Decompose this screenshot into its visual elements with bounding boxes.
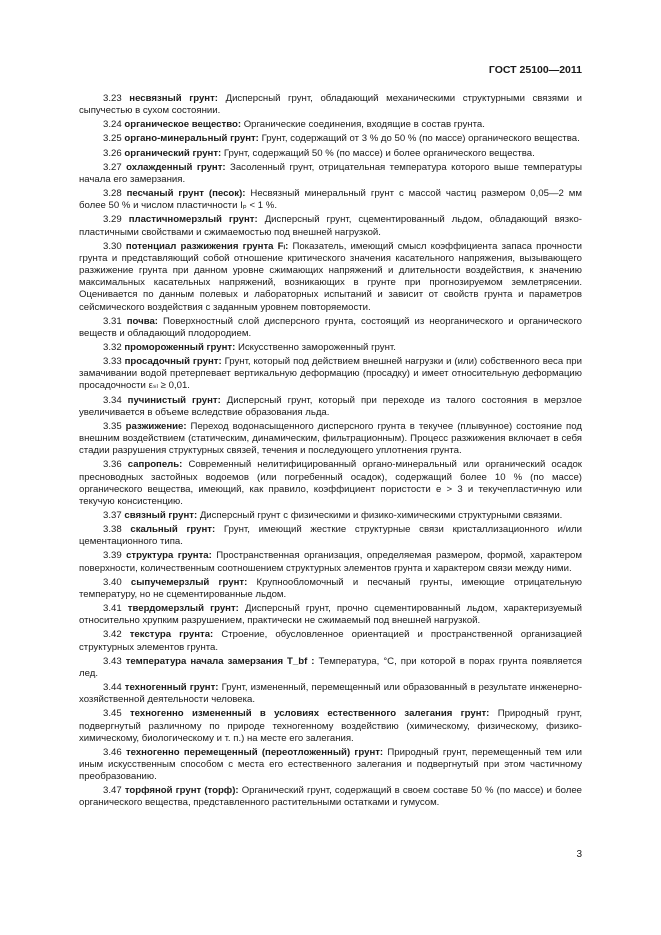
entry-definition: Природный грунт, подвергнутый различному по природе техногенному воздействию (химическому, физическому, физико-химическому, биологическому и т. п.) на месте его залегания. — [79, 708, 582, 744]
definition-entry — [79, 656, 582, 680]
entry-term: органическое вещество: — [124, 119, 242, 131]
document-code: ГОСТ 25100—2011 — [488, 64, 582, 76]
definition-entry — [79, 241, 582, 314]
entry-number: 3.30 — [103, 240, 122, 252]
entry-number: 3.36 — [103, 459, 122, 471]
entry-number: 3.37 — [103, 510, 122, 521]
entry-definition: Грунт, имеющий жесткие структурные связи кристаллизационного и/или цементационного типа. — [79, 524, 582, 548]
entry-definition: Несвязный минеральный грунт с массой частиц размером 0,05—2 мм более 50 % и числом пластичности Iₚ < 1 %. — [79, 188, 582, 212]
entry-term: почва: — [126, 315, 158, 327]
entry-term: охлажденный грунт: — [126, 161, 226, 173]
entry-number: 3.35 — [103, 420, 122, 432]
definition-entry — [79, 133, 582, 145]
definition-entry — [79, 93, 582, 117]
entry-term: несвязный грунт: — [129, 93, 218, 104]
entry-definition: Грунт, содержащий 50 % (по массе) и более органического вещества. — [223, 147, 535, 159]
entry-definition: Пространственная организация, определяемая размером, формой, характером поверхности, количественным соотношением структурных элементов грунта и характером связи между ними. — [79, 550, 582, 574]
entry-definition: Искусственно замороженный грунт. — [237, 341, 396, 353]
entry-definition: Дисперсный грунт, который при переходе из талого состояния в мерзлое увеличивается в объеме вследствие образования льда. — [79, 394, 583, 418]
entry-term: песчаный грунт (песок): — [126, 188, 246, 200]
entry-number: 3.24 — [103, 119, 122, 131]
entry-term: структура грунта: — [126, 550, 212, 562]
entry-definition: Грунт, измененный, перемещенный или образованный в результате инженерно-хозяйственной деятельности человека. — [79, 682, 583, 706]
entry-number: 3.29 — [103, 214, 122, 226]
entry-term: пучинистый грунт: — [127, 394, 221, 406]
definition-entry — [79, 603, 582, 627]
entry-definition: Грунт, который под действием внешней нагрузки и (или) собственного веса при замачивании водой претерпевает вертикальную деформацию (просадку) и имеет относительную деформацию просадочности εₛₗ ≥ 0,01. — [79, 356, 582, 392]
entry-number: 3.42 — [103, 629, 122, 641]
entry-number: 3.38 — [103, 524, 122, 536]
definition-entry — [79, 577, 582, 601]
entry-definition: Дисперсный грунт, сцементированный льдом, обладающий вязко-пластичными свойствами и сжимаемостью под внешней нагрузкой. — [79, 214, 582, 238]
entry-term: просадочный грунт: — [124, 356, 222, 368]
entry-definition: Дисперсный грунт, обладающий механическими структурными связями и сыпучестью в сухом состоянии. — [79, 93, 582, 117]
entry-term: сыпучемерзлый грунт: — [130, 576, 248, 588]
entry-definition: Дисперсный грунт, прочно сцементированный льдом, характеризуемый относительно хрупким разрушением, практически не сжимаемый под внешней нагрузкой. — [79, 603, 582, 627]
entry-definition: Поверхностный слой дисперсного грунта, состоящий из неорганического и органического веществ и обладающий плодородием. — [79, 315, 582, 339]
entry-term: торфяной грунт (торф): — [124, 785, 239, 797]
entry-number: 3.45 — [103, 708, 122, 720]
entry-number: 3.31 — [103, 315, 122, 327]
entry-term: текстура грунта: — [129, 629, 214, 641]
entry-term: органический грунт: — [124, 147, 222, 159]
entry-number: 3.28 — [103, 188, 122, 200]
definition-entry — [79, 708, 582, 744]
entry-number: 3.32 — [103, 341, 122, 353]
entry-term: техногенно измененный в условиях естественного залегания грунт: — [129, 708, 490, 720]
definition-entry — [79, 148, 582, 160]
entry-definition: Переход водонасыщенного дисперсного грунта в текучее (плывунное) состояние под внешним воздействием (статическим, динамическим, фильтрационным). Процесс разжижения включает в себя стадии разрушения структурных связей, течения и последующего уплотнения грунта. — [79, 420, 582, 457]
definition-entry — [79, 785, 582, 809]
page-number: 3 — [576, 849, 582, 860]
entry-number: 3.25 — [103, 133, 122, 145]
entry-term: потенциал разжижения грунта Fₗ: — [125, 240, 289, 252]
entry-term: сапропель: — [127, 459, 183, 471]
entry-number: 3.44 — [103, 682, 122, 694]
definition-entry — [79, 682, 582, 706]
entry-definition: Органические соединения, входящие в состав грунта. — [243, 119, 485, 131]
definition-entry — [79, 550, 582, 574]
entry-term: техногенно перемещенный (переотложенный) грунт: — [125, 746, 384, 758]
entry-definition: Строение, обусловленное ориентацией и пространственной организацией структурных элементов грунта. — [79, 629, 582, 653]
entry-number: 3.33 — [103, 356, 122, 368]
entry-number: 3.41 — [103, 603, 122, 615]
entry-definition: Температура, °С, при которой в порах грунта появляется лед. — [79, 655, 583, 679]
entry-number: 3.39 — [103, 550, 122, 562]
entry-number: 3.40 — [103, 576, 122, 588]
definition-entry — [79, 524, 582, 548]
definition-entry — [79, 356, 582, 392]
entry-number: 3.34 — [103, 394, 122, 406]
entry-definition: Современный нелитифицированный органо-минеральный или органический осадок пресноводных застойных водоемов (или погребенный осадок), содержащий более 10 % (по массе) органического вещества, имеющий, как правило, коэффициент пористости e > 3 и текучепластичную или текучую консистенцию. — [79, 459, 582, 507]
definition-entry — [79, 342, 582, 354]
entry-number: 3.43 — [103, 655, 122, 667]
entry-term: скальный грунт: — [130, 524, 216, 536]
definition-entry — [79, 214, 582, 238]
entry-term: техногенный грунт: — [124, 682, 219, 694]
entry-number: 3.47 — [103, 785, 122, 797]
entry-term: пластичномерзлый грунт: — [128, 214, 258, 226]
entry-number: 3.27 — [103, 161, 122, 173]
entry-definition: Засоленный грунт, отрицательная температура которого выше температуры начала его замерзания. — [79, 161, 583, 185]
definition-entry — [79, 162, 582, 186]
entry-term: температура начала замерзания T_bf : — [125, 655, 315, 667]
entry-definition: Крупнообломочный и песчаный грунты, имеющие отрицательную температуру, но не сцементированные льдом. — [79, 576, 582, 600]
definition-entry — [79, 421, 582, 457]
entry-definition: Показатель, имеющий смысл коэффициента запаса прочности грунта и представляющий собой отношение критического значения касательного напряжения, вызывающего разжижение грунта при данном уровне сжимающих напряжений и длительности воздействия, к значению максимальных касательных напряжений, возникающих в грунте при прогнозируемом землетрясении. Оценивается по данным полевых и лабораторных испытаний и зависит от свойств грунта и параметров сейсмического воздействия с заданным уровнем повторяемости. — [79, 240, 582, 313]
definitions-list — [79, 93, 582, 812]
definition-entry — [79, 395, 582, 419]
entry-number: 3.23 — [103, 93, 122, 104]
definition-entry — [79, 459, 582, 508]
entry-number: 3.26 — [103, 147, 122, 159]
entry-term: твердомерзлый грунт: — [127, 603, 239, 615]
entry-term: связный грунт: — [124, 510, 198, 521]
definition-entry — [79, 747, 582, 783]
entry-term: разжижение: — [125, 420, 187, 432]
definition-entry — [79, 119, 582, 131]
entry-definition: Грунт, содержащий от 3 % до 50 % (по массе) органического вещества. — [261, 133, 580, 145]
definition-entry — [79, 316, 582, 340]
entry-definition: Дисперсный грунт с физическими и физико-химическими структурными связями. — [199, 510, 563, 521]
entry-number: 3.46 — [103, 746, 122, 758]
entry-term: промороженный грунт: — [124, 341, 236, 353]
definition-entry — [79, 188, 582, 212]
entry-term: органо-минеральный грунт: — [124, 133, 259, 145]
entry-definition: Органический грунт, содержащий в своем составе 50 % (по массе) и более органического вещества, представленного растительными остатками и гумусом. — [79, 785, 582, 809]
definition-entry — [79, 510, 582, 522]
definition-entry — [79, 629, 582, 653]
entry-definition: Природный грунт, перемещенный тем или иным искусственным способом с места его естественного залегания и подвергнутый при этом частичному преобразованию. — [79, 746, 583, 783]
